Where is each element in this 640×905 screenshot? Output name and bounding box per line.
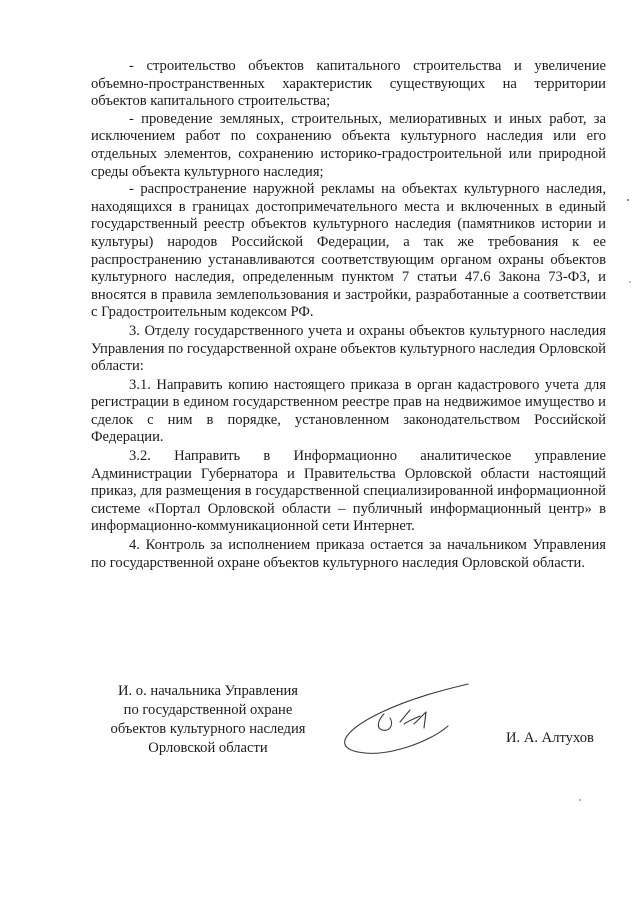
paragraph-item-3: 3. Отделу государственного учета и охраны объектов культурного наследия Управления по государственной охране объектов культурного наследия Орловской области: (91, 322, 606, 375)
position-line: И. о. начальника Управления (117, 683, 299, 699)
document-body (91, 58, 606, 572)
position-line: Орловской области (148, 740, 268, 756)
paragraph-item-4: 4. Контроль за исполнением приказа остается за начальником Управления по государственной охране объектов культурного наследия Орловской области. (91, 537, 606, 571)
signatory-name: И. А. Алтухов (506, 730, 594, 746)
paragraph-outdoor-advertising: - распространение наружной рекламы на объектах культурного наследия, находящихся в границах достопримечательного места и включенных в единый государственный реестр объектов культурного наследия (памятников истории и культуры) народов Российской Федерации, а так же требования к ее распространению устанавливаются соответствующим органом охраны объектов культурного наследия, определенным пунктом 7 статьи 47.6 Закона 73-ФЗ, и вносятся в правила землепользования и застройки, разработанные а соответствии с Градостроительным кодексом РФ. (91, 181, 606, 321)
paragraph-earthworks: - проведение земляных, строительных, мелиоративных и иных работ, за исключением работ по сохранению объекта культурного наследия или его отдельных элементов, сохранению историко-градостроительной или природной среды объекта культурного наследия; (91, 110, 606, 180)
position-line: по государственной охране (123, 702, 293, 718)
position-line: объектов культурного наследия (110, 721, 306, 737)
signatory-position (103, 682, 313, 758)
handwritten-signature (320, 672, 480, 762)
paragraph-capital-construction: - строительство объектов капитального строительства и увеличение объемно-пространственных характеристик существующих на территории объектов капитального строительства; (91, 58, 606, 110)
paragraph-item-3-2: 3.2. Направить в Информационно аналитическое управление Администрации Губернатора и Правительства Орловской области настоящий приказ, для размещения в государственной специализированной информационной системе «Портал Орловской области – публичный информационный центр» в информационно-коммуникационной сети Интернет. (91, 448, 606, 535)
paragraph-item-3-1: 3.1. Направить копию настоящего приказа в орган кадастрового учета для регистрации в едином государственном реестре прав на недвижимое имущество и сделок с ним в порядке, установленном законодательством Российской Федерации. (91, 376, 606, 446)
